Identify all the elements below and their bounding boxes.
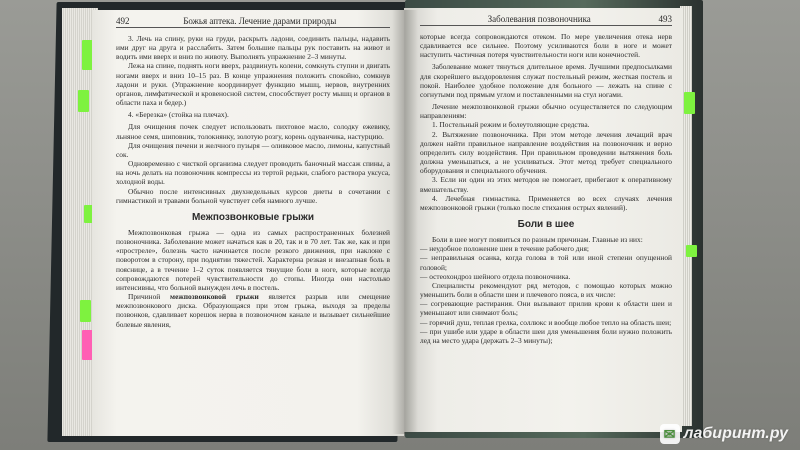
labirint-logo-icon: ✉	[660, 424, 680, 444]
watermark-text: лабиринт.ру	[683, 425, 788, 442]
page-number-left: 492	[116, 16, 130, 26]
left-page	[92, 10, 404, 436]
left-page-body	[116, 34, 390, 329]
paragraph: Причиной межпозвонковой грыжи является разрыв или смещение межпозвонкового диска. Образующаяся при этом грыжа, выходя за пределы позвонков, сдавливает корешок нерва в позвоночном канале и вызывает сильнейшие болевые явления,	[116, 292, 391, 329]
paragraph: 4. Лечебная гимнастика. Применяется во всех случаях лечения межпозвонковой грыжи (только после стихания острых явлений).	[420, 193, 672, 212]
paragraph: Для очищения печени и желчного пузыря — оливковое масло, лимоны, капустный сок.	[116, 140, 390, 159]
sticky-tab-green	[686, 245, 697, 257]
list-item: — при ушибе или ударе в области шеи для уменьшения боли нужно положить лед на место удара (держать 2–3 минуты);	[420, 326, 672, 345]
paragraph: Межпозвонковая грыжа — одна из самых распространенных болезней позвоночника. Заболевание может начаться как в 20, так и в 70 лет. Так же, как и при «прострелe», болезнь часто начинается после резкого движения, при наклоне с поворотом в сторону, при поднятии тяжестей. Характерна резкая и внезапная боль в пояснице, а в течение 1–2 суток появляется тянущие боли в ноге, которые всегда сопровождаются потерей чувствительности до стопы. Иногда они настолько интенсивны, что больной вынужден лечь в постель.	[116, 227, 390, 292]
paragraph: 2. Вытяжение позвоночника. При этом методе лечения лечащий врач должен найти правильное направление воздействия на позвоночник и верно определить силу воздействия. При правильном проведении вытяжения боль должна уменьшаться, а не усиливаться. Этот метод требует специального оборудования и специального обучения.	[420, 129, 672, 176]
list-item: — согревающие растирания. Они вызывают прилив крови к области шеи и уменьшают или снимают боль;	[420, 299, 672, 318]
paragraph: Лечение межпозвонковой грыжи обычно осуществляется по следующим направлениям:	[420, 102, 672, 121]
section-title-right: Боли в шее	[517, 218, 575, 230]
paragraph: Лежа на спине, поднять ноги вверх, раздвинуть колени, сомкнуть ступни и двигать ногами вверх и вниз 10–15 раз. В конце упражнения положить спокойно, сомкнув ладони и руки. (Упражнение координирует функцию мышц, нервов, внутренних органов, лимфатической и кровеносной систем, способствует росту мышц и органов в области паха и бедер.)	[116, 61, 390, 108]
paragraph: 1. Постельный режим и болеутоляющие средства.	[432, 120, 590, 130]
watermark	[660, 424, 788, 444]
paragraph: 4. «Березка» (стойка на плечах).	[128, 110, 229, 120]
book-gutter-shadow	[392, 10, 418, 434]
section-title-left: Межпозвонковые грыжи	[191, 211, 315, 223]
list-item: — неудобное положение шеи в течение рабочего дня;	[420, 244, 589, 254]
paragraph: 3. Если ни один из этих методов не помогает, прибегают к оперативному вмешательству.	[420, 175, 672, 194]
page-number-right: 493	[658, 14, 672, 24]
paragraph: Боли в шее могут появиться по разным причинам. Главные из них:	[432, 235, 643, 245]
running-head-left	[116, 16, 390, 28]
paragraph: 3. Лечь на спину, руки на груди, раскрыть ладони, соединить пальцы, надавить ими друг на друга и расслабить. Затем большие пальцы рук поставить на живот и водить ими вверх и вниз по животу. Выполнять упражнение 2–3 минуты.	[116, 34, 390, 62]
running-head-title-right: Заболевания позвоночника	[487, 14, 591, 24]
sticky-tab-green	[684, 92, 695, 114]
paragraph: Заболевание может тянуться длительное время. Лучшими предпосылками для скорейшего выздоровления служат постельный режим, жесткая постель и покой. Наиболее удобное положение для больного — лежать на спине с согнутыми под прямым углом и поставленными на стул ногами.	[420, 62, 672, 99]
paragraph: Специалисты рекомендуют ряд методов, с помощью которых можно уменьшить боли в области шеи и плечевого пояса, в их числе:	[420, 280, 672, 300]
paragraph: которые всегда сопровождаются отеком. По мере увеличения отека нерв сдавливается все сильнее. Поэтому усиливаются боли в ноге и может наступить частичная потеря чувствительности ноги или конечностей.	[420, 32, 672, 60]
running-head-title-left: Божья аптека. Лечение дарами природы	[183, 16, 337, 26]
sticky-tab-green	[80, 300, 91, 322]
running-head-right	[420, 14, 672, 26]
list-item: — неправильная осанка, когда голова в той или иной степени опущенной головой;	[420, 253, 672, 272]
right-page	[404, 8, 682, 432]
paragraph: Одновременно с чисткой организма следует проводить баночный массаж спины, а на ночь делать на позвоночник компрессы из тертой редьки, слабого раствора уксуса, холодной воды.	[116, 159, 390, 187]
sticky-tab-green	[78, 90, 89, 112]
right-page-body	[420, 32, 672, 345]
list-item: — остеохондроз шейного отдела позвоночника.	[420, 271, 571, 281]
bold-phrase: межпозвонковой грыжи	[170, 292, 259, 302]
paragraph: Обычно после интенсивных двухнедельных курсов диеты в сочетании с гимнастикой и травами больной чувствует себя намного лучше.	[116, 186, 390, 205]
paragraph: Для очищения почек следует использовать пихтовое масло, солодку ежевику, льняное семя, шиповник, толокнянку, золотую розгу, корень одуванчика, настурцию.	[116, 122, 390, 141]
list-item: — горячий душ, теплая грелка, соллюкс и вообще любое тепло на область шеи;	[420, 317, 672, 327]
